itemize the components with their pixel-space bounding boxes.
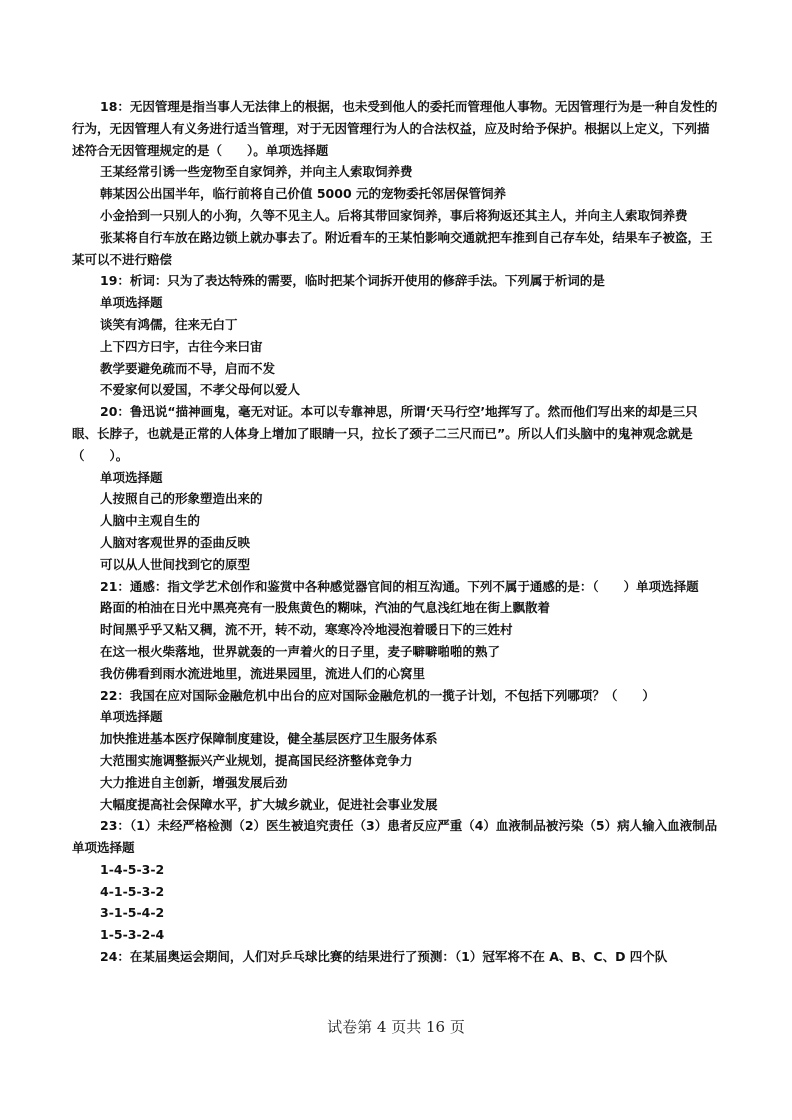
option: 1-5-3-2-4 <box>100 927 165 943</box>
option: 不爱家何以爱国，不孝父母何以爱人 <box>100 382 301 398</box>
option: 大幅度提高社会保障水平，扩大城乡就业，促进社会事业发展 <box>100 796 438 812</box>
question-18 <box>72 96 720 270</box>
option: 在这一根火柴落地，世界就轰的一声着火的日子里，麦子噼噼啪啪的熟了 <box>100 643 501 659</box>
option: 加快推进基本医疗保障制度建设，健全基层医疗卫生服务体系 <box>100 731 438 747</box>
page-footer: 试卷第 4 页共 16 页 <box>327 1018 465 1036</box>
question-stem: 18：无因管理是指当事人无法律上的根据，也未受到他人的委托而管理他人事物。无因管理行为是一种自发性的行为，无因管理人有义务进行适当管理，对于无因管理行为人的合法权益，应及时给予保护。根据以上定义，下列描述符合无因管理规定的是（ ）。单项选择题 <box>72 99 718 158</box>
question-23 <box>72 815 720 946</box>
question-22 <box>72 685 720 816</box>
question-stem: 21：通感：指文学艺术创作和鉴赏中各种感觉器官间的相互沟通。下列不属于通感的是：（ ）单项选择题 <box>100 578 699 594</box>
option: 可以从人世间找到它的原型 <box>100 556 251 572</box>
option: 大力推进自主创新，增强发展后劲 <box>100 774 288 790</box>
question-stem: 20：鲁迅说“描神画鬼，毫无对证。本可以专靠神思，所谓‘天马行空’地挥写了。然而他们写出来的却是三只眼、长脖子，也就是正常的人体身上增加了眼睛一只，拉长了颈子二三尺而已”。所以人们头脑中的鬼神观念就是（ ）。 <box>72 404 698 463</box>
question-type: 单项选择题 <box>100 295 163 311</box>
question-stem: 24：在某届奥运会期间，人们对乒乓球比赛的结果进行了预测：（1）冠军将不在 A、B、C、D 四个队 <box>100 949 668 965</box>
question-type: 单项选择题 <box>100 709 163 725</box>
question-stem: 22：我国在应对国际金融危机中出台的应对国际金融危机的一揽子计划，不包括下列哪项？（ ） <box>100 687 655 703</box>
question-stem: 19：析词：只为了表达特殊的需要，临时把某个词拆开使用的修辞手法。下列属于析词的是 <box>100 273 605 289</box>
question-21 <box>72 576 720 685</box>
option: 路面的柏油在日光中黑亮亮有一股焦黄色的糊味，汽油的气息浅红地在街上飘散着 <box>100 600 551 616</box>
question-list <box>72 96 720 968</box>
option: 3-1-5-4-2 <box>100 905 165 921</box>
option: 人脑中主观自生的 <box>100 513 201 529</box>
question-19 <box>72 270 720 401</box>
question-24 <box>72 946 720 968</box>
option: 张某将自行车放在路边锁上就办事去了。附近看车的王某怕影响交通就把车推到自己存车处，结果车子被盗，王某可以不进行赔偿 <box>72 229 713 267</box>
option: 时间黑乎乎又粘又稠，流不开，转不动，寒寒冷冷地浸泡着暖日下的三姓村 <box>100 622 513 638</box>
option: 我仿佛看到雨水流进地里，流进果园里，流进人们的心窝里 <box>100 665 426 681</box>
option: 小金拾到一只别人的小狗，久等不见主人。后将其带回家饲养，事后将狗返还其主人，并向主人索取饲养费 <box>100 207 688 223</box>
option: 人脑对客观世界的歪曲反映 <box>100 534 251 550</box>
question-20 <box>72 401 720 575</box>
question-type: 单项选择题 <box>100 469 163 485</box>
option: 王某经常引诱一些宠物至自家饲养，并向主人索取饲养费 <box>100 164 413 180</box>
option: 谈笑有鸿儒，往来无白丁 <box>100 316 238 332</box>
option: 大范围实施调整振兴产业规划，提高国民经济整体竞争力 <box>100 752 413 768</box>
option: 上下四方曰宇，古往今来曰宙 <box>100 338 263 354</box>
option: 韩某因公出国半年，临行前将自己价值 5000 元的宠物委托邻居保管饲养 <box>100 186 506 202</box>
option: 人按照自己的形象塑造出来的 <box>100 491 263 507</box>
option: 4-1-5-3-2 <box>100 883 165 899</box>
question-stem: 23：（1）未经严格检测（2）医生被追究责任（3）患者反应严重（4）血液制品被污染（5）病人输入血液制品单项选择题 <box>72 818 718 856</box>
option: 1-4-5-3-2 <box>100 861 165 877</box>
option: 教学要避免疏而不导，启而不发 <box>100 360 276 376</box>
